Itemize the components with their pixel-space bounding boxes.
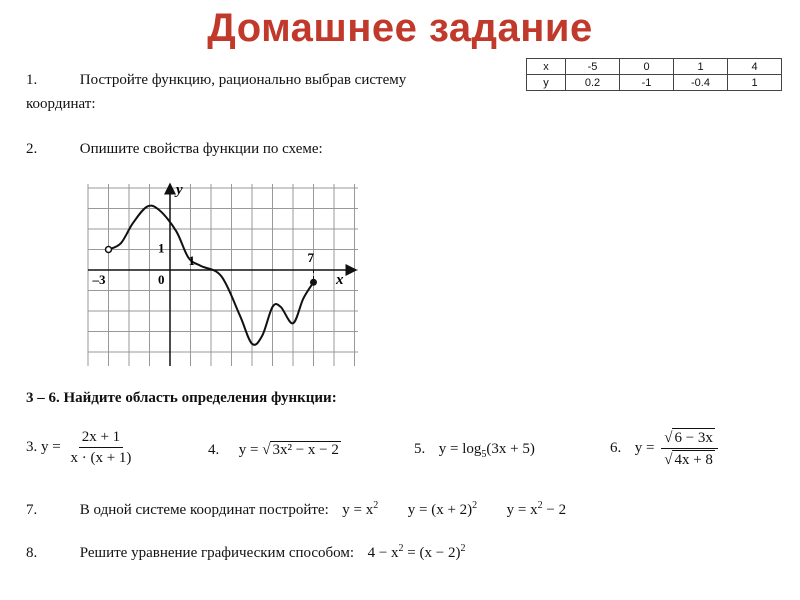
task-5-base: 5 [481, 449, 487, 460]
task-7-text: В одной системе координат постройте: [79, 502, 329, 518]
task-3-denominator: x · (x + 1) [70, 450, 132, 466]
origin-label: 0 [158, 272, 165, 287]
sqrt-icon: √ [664, 452, 673, 468]
tick-label-7: 7 [307, 250, 314, 265]
task-1-number: 1. [26, 72, 38, 88]
task-4 [208, 441, 341, 459]
task-7-function-3-tail: − 2 [542, 502, 567, 518]
table-cell: 0.2 [566, 75, 620, 91]
task-8-left: 4 − x [367, 545, 399, 561]
task-3-fraction [67, 428, 134, 467]
task-8-right-exp: 2 [460, 543, 466, 554]
task-8-number: 8. [26, 545, 38, 561]
task-5-y: y = log [438, 441, 482, 457]
task-7-function-2: y = (x + 2) [407, 502, 473, 518]
task-6-numerator: 6 − 3x [674, 430, 713, 446]
task-6-number: 6. [610, 439, 622, 456]
task-5 [414, 441, 535, 460]
task-4-number: 4. [208, 442, 220, 458]
value-table [526, 58, 782, 91]
sqrt-icon: √ [262, 442, 271, 458]
task-6-fraction [661, 428, 718, 469]
x-axis-label: x [336, 272, 344, 288]
task-8-right: = (x − 2) [403, 545, 461, 561]
table-header-y: y [527, 75, 566, 91]
task-6 [610, 428, 721, 469]
sqrt-icon: √ [664, 430, 673, 446]
task-1 [26, 72, 406, 89]
task-3-numerator: 2x + 1 [79, 428, 123, 448]
page-title: Домашнее задание [207, 6, 593, 50]
table-cell: -1 [620, 75, 674, 91]
table-cell: 4 [728, 59, 782, 75]
task-7 [26, 500, 566, 519]
task-7-function-1: y = x [342, 502, 374, 518]
task-8 [26, 543, 465, 562]
table-cell: -0.4 [674, 75, 728, 91]
tick-label-1-x: 1 [188, 253, 195, 268]
end-point-filled [310, 279, 317, 286]
task-2 [26, 141, 323, 158]
task-2-text: Опишите свойства функции по схеме: [79, 141, 323, 157]
task-5-argument: (3x + 5) [486, 441, 535, 457]
task-6-denominator: 4x + 8 [674, 452, 713, 468]
task-6-numerator-wrap [661, 428, 718, 449]
task-3-6-heading: 3 – 6. Найдите область определения функции: [26, 390, 337, 406]
task-3-y: y = [41, 438, 61, 455]
table-cell: -5 [566, 59, 620, 75]
task-7-function-1-exp: 2 [373, 500, 379, 511]
table-cell: 1 [674, 59, 728, 75]
task-7-number: 7. [26, 502, 38, 518]
table-row [527, 59, 782, 75]
task-3 [26, 428, 137, 467]
table-header-x: x [527, 59, 566, 75]
task-6-y: y = [634, 439, 655, 456]
task-8-left-exp: 2 [398, 543, 404, 554]
task-3-number: 3. [26, 438, 38, 455]
task-1-text-cont: координат: [26, 96, 96, 112]
task-7-function-3-exp: 2 [537, 500, 543, 511]
function-graph [82, 180, 362, 370]
table-row [527, 75, 782, 91]
task-5-number: 5. [414, 441, 426, 457]
task-8-text: Решите уравнение графическим способом: [79, 545, 355, 561]
task-1-text: Постройте функцию, рационально выбрав систему [79, 72, 407, 88]
table-cell: 1 [728, 75, 782, 91]
task-7-function-3: y = x [506, 502, 538, 518]
start-point-open [106, 247, 112, 253]
tick-label-1-y: 1 [158, 240, 165, 256]
tick-label-minus-3: –3 [92, 272, 106, 287]
task-6-denominator-wrap [661, 449, 718, 469]
y-axis-label: y [176, 182, 183, 198]
task-2-number: 2. [26, 141, 38, 157]
task-4-radicand: 3x² − x − 2 [272, 442, 339, 458]
task-7-function-2-exp: 2 [472, 500, 478, 511]
task-4-y: y = [238, 442, 259, 458]
table-cell: 0 [620, 59, 674, 75]
